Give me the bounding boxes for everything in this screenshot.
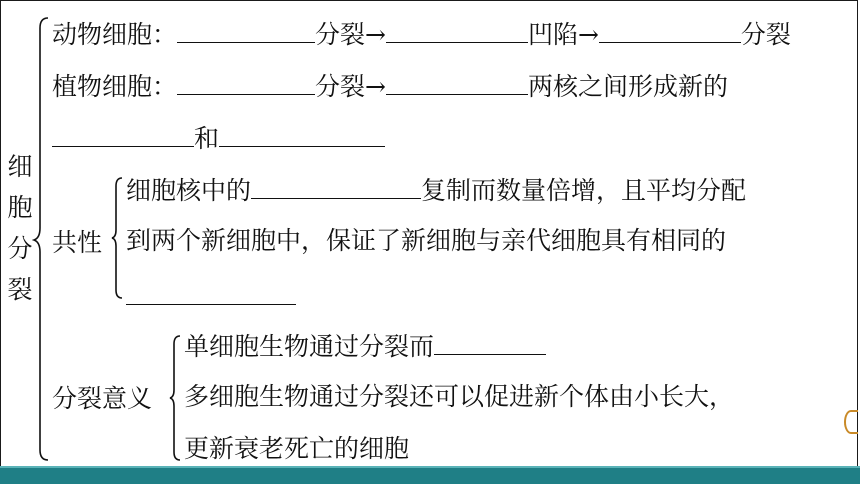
blank-field[interactable] (126, 280, 296, 305)
significance-text-2: 多细胞生物通过分裂还可以促进新个体由小长大， (184, 382, 735, 411)
main-label-char: 胞 (7, 193, 33, 222)
commonality-line-1 (126, 174, 746, 206)
blank-field[interactable] (219, 122, 385, 147)
main-label-char: 分 (7, 234, 33, 263)
blank-field[interactable] (52, 122, 194, 147)
animal-part2: 凹陷→ (527, 20, 599, 49)
main-brace (32, 16, 50, 462)
blank-field[interactable] (599, 18, 741, 43)
commonality-line-2 (126, 226, 726, 256)
plant-part2: 两核之间形成新的 (527, 72, 728, 101)
animal-part3: 分裂 (740, 20, 791, 49)
blank-field[interactable] (251, 174, 421, 199)
significance-text-3: 更新衰老死亡的细胞 (184, 434, 410, 463)
plant-cell-line-2 (52, 122, 385, 154)
main-label-char: 裂 (7, 275, 33, 304)
commonality-line-3 (126, 280, 296, 312)
significance-brace (168, 334, 182, 462)
significance-text-1: 单细胞生物通过分裂而 (184, 332, 435, 361)
significance-line-3 (184, 434, 409, 464)
corner-decoration (844, 410, 858, 434)
footer-bar (0, 466, 860, 484)
footer-stripe (0, 466, 860, 468)
plant-and: 和 (194, 124, 220, 153)
commonality-text-1b: 复制而数量倍增，且平均分配 (421, 176, 747, 205)
commonality-label: 共性 (52, 228, 103, 257)
commonality-text-2: 到两个新细胞中，保证了新细胞与亲代细胞具有相同的 (126, 226, 727, 255)
animal-prefix: 动物细胞： (52, 20, 178, 49)
blank-field[interactable] (177, 18, 315, 43)
blank-field[interactable] (386, 18, 528, 43)
main-label (6, 146, 34, 310)
blank-field[interactable] (434, 330, 546, 355)
significance-line-1 (184, 330, 546, 362)
significance-line-2 (184, 382, 734, 412)
significance-label: 分裂意义 (52, 384, 153, 413)
plant-prefix: 植物细胞： (52, 72, 178, 101)
blank-field[interactable] (386, 70, 528, 95)
blank-field[interactable] (177, 70, 315, 95)
animal-part1: 分裂→ (315, 20, 386, 49)
main-label-char: 细 (7, 152, 33, 181)
commonality-brace (110, 176, 124, 300)
animal-cell-line (52, 18, 791, 50)
commonality-text-1a: 细胞核中的 (126, 176, 252, 205)
plant-part1: 分裂→ (315, 72, 386, 101)
plant-cell-line (52, 70, 728, 102)
